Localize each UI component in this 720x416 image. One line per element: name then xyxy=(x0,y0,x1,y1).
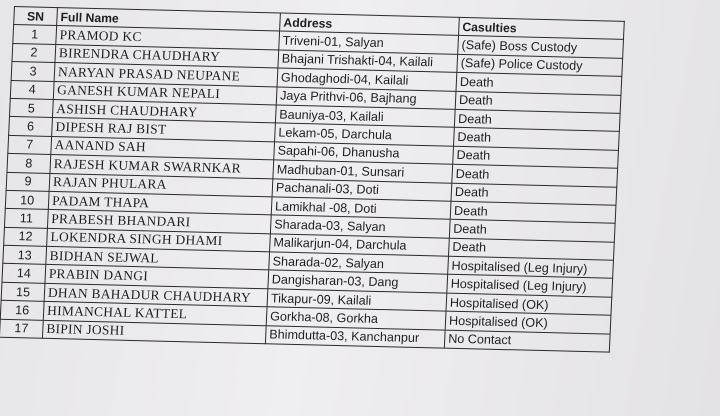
row-sn: 1 xyxy=(13,25,57,44)
row-sn: 9 xyxy=(6,172,50,191)
row-sn: 4 xyxy=(10,80,54,99)
row-sn: 12 xyxy=(4,227,48,246)
row-address: Dangisharan-03, Dang xyxy=(268,270,448,293)
header-full-name: Full Name xyxy=(57,8,281,32)
row-address: Lamikhal -08, Doti xyxy=(271,197,451,220)
header-casualties: Casulties xyxy=(459,17,625,39)
row-address: Sapahi-06, Dhanusha xyxy=(274,142,454,165)
row-address: Sharada-03, Salyan xyxy=(270,215,450,238)
row-sn: 13 xyxy=(3,245,47,264)
row-casualty-status: Death xyxy=(449,220,615,242)
row-casualty-status: Death xyxy=(454,128,620,150)
row-sn: 11 xyxy=(4,209,48,228)
row-full-name: PRAMOD KC xyxy=(56,26,280,50)
row-casualty-status: Death xyxy=(452,164,618,186)
row-full-name: DHAN BAHADUR CHAUDHARY xyxy=(44,283,268,307)
row-sn: 16 xyxy=(0,301,44,320)
header-sn: SN xyxy=(14,7,58,26)
row-address: Ghodaghodi-04, Kailali xyxy=(277,68,457,91)
row-full-name: DIPESH RAJ BIST xyxy=(52,118,276,142)
row-full-name: RAJESH KUMAR SWARNKAR xyxy=(50,155,274,179)
row-casualty-status: Death xyxy=(453,146,619,168)
row-sn: 3 xyxy=(11,62,55,81)
row-casualty-status: (Safe) Boss Custody xyxy=(458,36,624,58)
row-sn: 6 xyxy=(9,117,53,136)
row-address: Bauniya-03, Kailali xyxy=(275,105,455,128)
row-casualty-status: Death xyxy=(454,109,620,131)
row-address: Tikapur-09, Kailali xyxy=(267,289,447,312)
row-full-name: RAJAN PHULARA xyxy=(49,173,273,197)
row-casualty-status: Death xyxy=(450,201,616,223)
row-address: Malikarjun-04, Darchula xyxy=(270,234,450,257)
row-address: Lekam-05, Darchula xyxy=(275,123,455,146)
row-full-name: AANAND SAH xyxy=(51,136,275,160)
row-sn: 8 xyxy=(7,154,51,173)
row-casualty-status: Death xyxy=(448,238,614,260)
row-casualty-status: Hospitalised (OK) xyxy=(445,311,611,333)
row-casualty-status: Hospitalised (Leg Injury) xyxy=(448,256,614,278)
row-address: Jaya Prithvi-06, Bajhang xyxy=(276,87,456,110)
row-casualty-status: Death xyxy=(456,73,622,95)
row-full-name: GANESH KUMAR NEPALI xyxy=(53,81,277,105)
header-address: Address xyxy=(280,13,460,36)
row-full-name: NARYAN PRASAD NEUPANE xyxy=(54,63,278,87)
row-address: Pachanali-03, Doti xyxy=(272,178,452,201)
row-address: Madhuban-01, Sunsari xyxy=(273,160,453,183)
row-sn: 7 xyxy=(8,135,52,154)
row-full-name: BIRENDRA CHAUDHARY xyxy=(55,44,279,68)
row-casualty-status: Hospitalised (OK) xyxy=(446,293,612,315)
row-address: Sharada-02, Salyan xyxy=(269,252,449,275)
row-sn: 10 xyxy=(5,190,49,209)
table-body xyxy=(0,25,623,352)
row-address: Bhajani Trishakti-04, Kailali xyxy=(278,50,458,73)
row-full-name: BIPIN JOSHI xyxy=(42,320,266,344)
row-address: Triveni-01, Salyan xyxy=(279,31,459,54)
row-casualty-status: (Safe) Police Custody xyxy=(457,54,623,76)
row-full-name: PADAM THAPA xyxy=(48,191,272,215)
row-casualty-status: Hospitalised (Leg Injury) xyxy=(447,275,613,297)
row-full-name: LOKENDRA SINGH DHAMI xyxy=(47,228,271,252)
row-full-name: HIMANCHAL KATTEL xyxy=(43,302,267,326)
row-full-name: PRABIN DANGI xyxy=(45,265,269,289)
row-casualty-status: Death xyxy=(451,183,617,205)
row-full-name: PRABESH BHANDARI xyxy=(47,210,271,234)
row-address: Bhimdutta-03, Kanchanpur xyxy=(265,325,445,348)
row-address: Gorkha-08, Gorkha xyxy=(266,307,446,330)
row-sn: 15 xyxy=(1,282,45,301)
row-sn: 17 xyxy=(0,319,43,338)
row-casualty-status: No Contact xyxy=(444,330,610,352)
row-sn: 2 xyxy=(12,43,56,62)
row-sn: 14 xyxy=(2,264,46,283)
row-full-name: BIDHAN SEJWAL xyxy=(46,246,270,270)
row-full-name: ASHISH CHAUDHARY xyxy=(52,99,276,123)
casualty-table xyxy=(0,6,625,353)
row-sn: 5 xyxy=(9,98,53,117)
row-casualty-status: Death xyxy=(455,91,621,113)
casualty-list-sheet xyxy=(0,6,625,353)
